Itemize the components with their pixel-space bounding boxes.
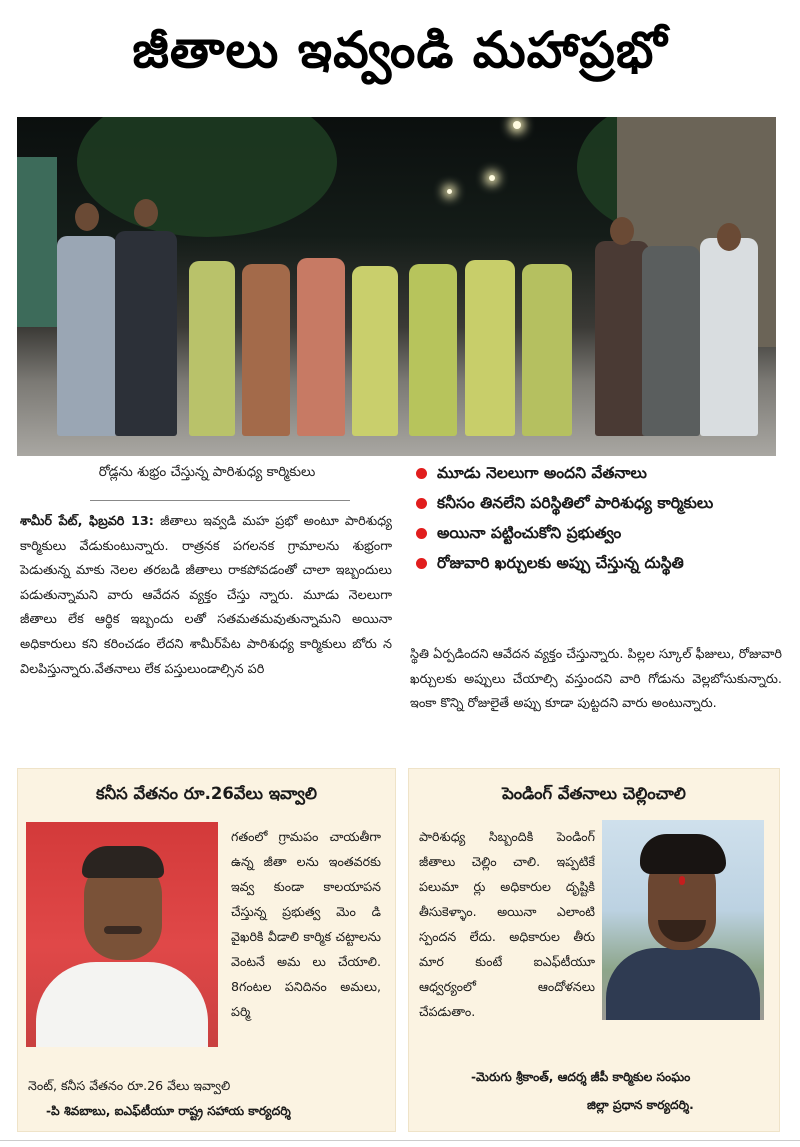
quote-box-right-signature-title: జిల్లా ప్రధాన కార్యదర్శి. bbox=[587, 1098, 694, 1112]
caption-divider bbox=[90, 500, 350, 501]
photo-caption: రోడ్లను శుభ్రం చేస్తున్న పారిశుధ్య కార్మికులు bbox=[98, 464, 316, 480]
highlight-item: అయినా పట్టించుకోని ప్రభుత్వం bbox=[413, 518, 788, 548]
bullet-dot-icon bbox=[416, 468, 427, 479]
bullet-dot-icon bbox=[416, 528, 427, 539]
bullet-dot-icon bbox=[416, 498, 427, 509]
workers-group-photo bbox=[17, 117, 776, 456]
highlight-item: కనీసం తినలేని పరిస్థితిలో పారిశుధ్య కార్మికులు bbox=[413, 488, 788, 518]
bottom-divider bbox=[0, 1140, 800, 1141]
bullet-dot-icon bbox=[416, 558, 427, 569]
dateline: శామీర్ పేట్, ఫిబ్రవరి 13: bbox=[20, 514, 154, 529]
quote-box-left-signature: -పి శివబాబు, ఐఎఫ్‌టీయూ రాష్ట్ర సహాయ కార్యదర్శి bbox=[46, 1104, 291, 1118]
highlights-list bbox=[413, 458, 788, 578]
highlight-item: మూడు నెలలుగా అందని వేతనాలు bbox=[413, 458, 788, 488]
headline: జీతాలు ఇవ్వండి మహాప్రభో bbox=[132, 20, 668, 79]
highlight-item: రోజువారి ఖర్చులకు అప్పు చేస్తున్న దుస్థితి bbox=[413, 548, 788, 578]
portrait-srikanth bbox=[602, 820, 764, 1020]
quote-box-left-body: గతంలో గ్రామపం చాయతీగా ఉన్న జీతా లను ఇంతవరకు ఇవ్వ కుండా కాలయాపన చేస్తున్న ప్రభుత్వ మెం డి వైఖరికి వీడాలి కార్మిక చట్టాలను వెంటనే అమ లు చేయాలి. 8గంటల పనిదినం అమలు, పర్మి bbox=[231, 829, 381, 1019]
quote-box-left-title: కనీస వేతనం రూ.26వేలు ఇవ్వాలి bbox=[95, 784, 318, 803]
quote-box-left-body-tail: నెంట్, కనీస వేతనం రూ.26 వేలు ఇవ్వాలి bbox=[28, 1078, 231, 1093]
quote-box-right-title: పెండింగ్ వేతనాలు చెల్లించాలి bbox=[502, 784, 686, 803]
article-body-left bbox=[20, 510, 392, 682]
article-body-right: స్థితి ఏర్పడిందని ఆవేదన వ్యక్తం చేస్తున్నారు. పిల్లల స్కూల్ ఫీజులు, రోజువారి ఖర్చులకు అప్పులు చేయాల్సి వస్తుందని వారి గోడును వెల్లబోసుకున్నారు. ఇంకా కొన్ని రోజులైతే అప్పు కూడా పుట్టదని వారు అంటున్నారు. bbox=[410, 647, 782, 712]
quote-box-right-body: పారిశుధ్య సిబ్బందికి పెండింగ్ జీతాలు చెల్లిం చాలి. ఇప్పటికే పలుమా ర్లు అధికారుల దృష్టికి తీసుకెళ్ళాం. అయినా ఎలాంటి స్పందన లేదు. అధికారుల తీరు మార కుంటే ఐఎఫ్‌టీయూ ఆధ్వర్యంలో ఆందోళనలు చేపడుతాం. bbox=[419, 829, 595, 1019]
quote-box-right-signature-name: -మెరుగు శ్రీకాంత్, ఆదర్శ జీపీ కార్మికుల సంఘం bbox=[471, 1070, 691, 1084]
portrait-shivababu bbox=[26, 822, 218, 1047]
article-text-left: జీతాలు ఇవ్వడి మహ ప్రభో అంటూ పారిశుధ్య కార్మికులు వేడుకుంటున్నారు. రాత్రనక పగలనక గ్రామాలను శుభ్రంగా పెడుతున్న మాకు నెలల తరబడి జీతాలు రాకపోవడంతో చాలా ఇబ్బందులు పడుతున్నామని వారు ఆవేదన వ్యక్తం చేస్తు న్నారు. మూడు నెలలుగా జీతాలు లేక ఆర్థిక ఇబ్బందు లతో సతమతమవుతున్నామని అయినా అధికారులు కని కరించడం లేదని శామీర్‌పేట పారిశుధ్య కార్మికులు బోరు న విలపిస్తున్నారు.వేతనాలు లేక పస్తులుండాల్సిన పరి bbox=[20, 514, 392, 677]
